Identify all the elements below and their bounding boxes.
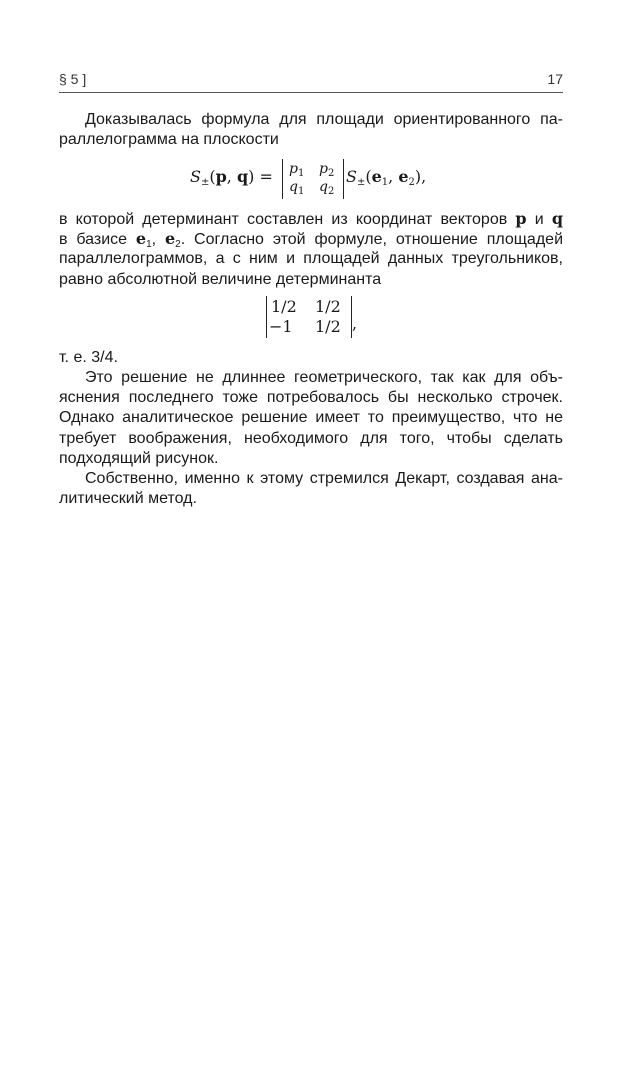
area-formula <box>0 157 636 201</box>
det2-cell-a22: 1/2 <box>315 317 341 336</box>
paragraph-4-line-5: подходящий рисунок. <box>59 449 219 467</box>
page-number: 17 <box>547 71 563 87</box>
paragraph-2-line-2: в базисе $e_1$, $e_2$. Согласно этой формуле, отношение площадей <box>59 229 564 251</box>
det2-cell-a12: 1/2 <box>315 297 341 316</box>
numeric-determinant <box>0 296 636 342</box>
det-cell-q2: $q_2$ <box>319 179 335 197</box>
section-marker: § 5 ] <box>59 71 87 87</box>
det-cell-p2: $p_2$ <box>319 161 335 179</box>
paragraph-3 <box>59 348 563 368</box>
formula-rhs: $S_\pm(e_1$, $e_2$), <box>346 167 427 188</box>
paragraph-2-line-4: равно абсолютной величине детерминанта <box>59 270 382 288</box>
paragraph-4-line-3: Однако аналитическое решение имеет то преимущество, что не <box>59 409 563 427</box>
paragraph-2-line-3: параллелограммов, а с ним и площадей данных треугольников, <box>59 250 563 268</box>
paragraph-1 <box>59 110 563 150</box>
determinant-matrix <box>266 296 352 338</box>
paragraph-5 <box>59 469 563 509</box>
det-cell-q1: $q_1$ <box>289 179 305 197</box>
paragraph-4-line-4: требует воображения, необходимого для того, чтобы сделать <box>59 429 563 447</box>
paragraph-3-line-1: т. е. 3/4. <box>59 349 118 366</box>
paragraph-2 <box>59 209 563 290</box>
formula-2-comma: , <box>352 314 358 333</box>
paragraph-1-line-2: раллелограмма на плоскости <box>59 131 279 149</box>
header-rule <box>59 92 563 93</box>
paragraph-4-line-1: Это решение не длиннее геометрического, так как для объ- <box>85 369 563 386</box>
paragraph-4 <box>59 368 563 469</box>
paragraph-5-line-2: литический метод. <box>59 490 197 508</box>
determinant-pq <box>282 159 344 199</box>
paragraph-5-line-1: Собственно, именно к этому стремился Декарт, создавая ана- <box>85 470 563 487</box>
paragraph-2-line-1: в которой детерминант составлен из координат векторов p и q <box>59 209 564 228</box>
running-header <box>59 71 563 89</box>
paragraph-4-line-2: яснения последнего тоже потребовалось бы несколько строчек. <box>59 389 563 407</box>
paragraph-1-line-1: Доказывалась формула для площади ориентированного па- <box>85 111 563 128</box>
formula-lhs: $S_\pm(p$, q) = <box>190 167 273 188</box>
det2-cell-a21: −1 <box>269 317 293 336</box>
det2-cell-a11: 1/2 <box>271 297 297 316</box>
det-cell-p1: $p_1$ <box>289 161 305 179</box>
